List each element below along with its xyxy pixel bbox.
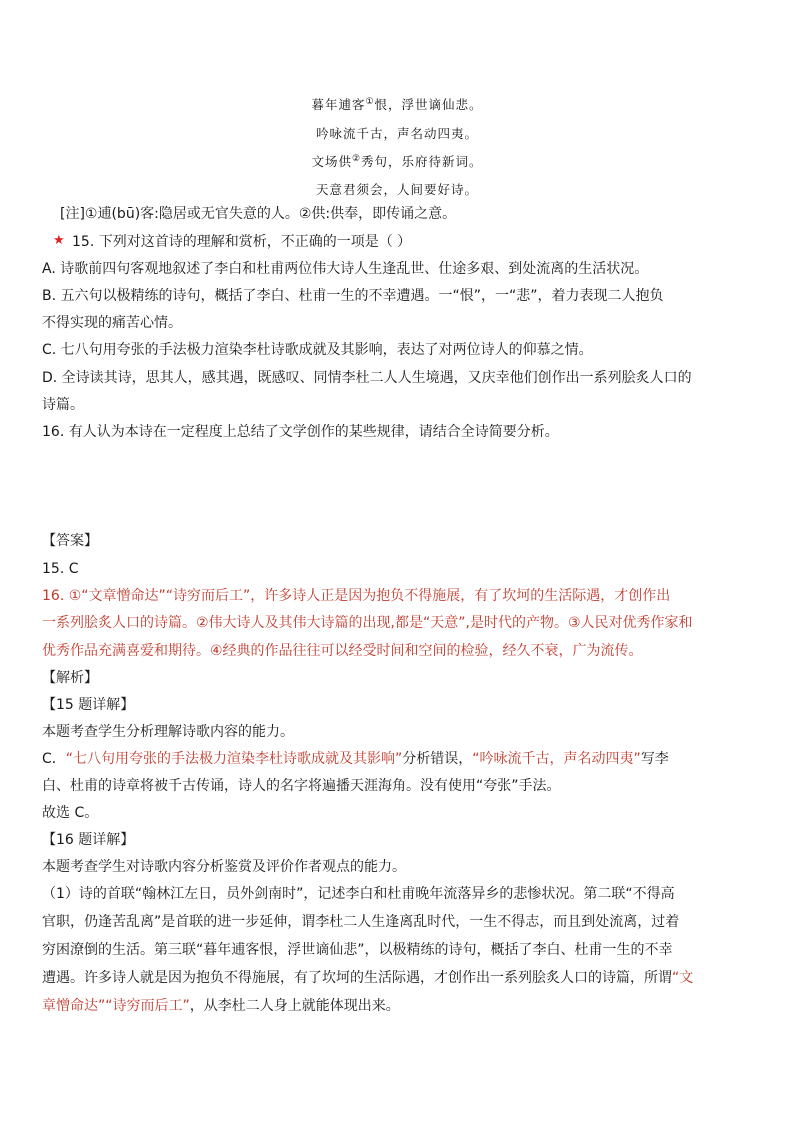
analysis-header: 【解析】	[42, 670, 98, 686]
star-icon: ★	[53, 233, 65, 248]
poem-line-3	[0, 152, 794, 170]
poem-text: 暮年逋客	[311, 97, 366, 112]
detail-16-line-4	[42, 968, 754, 988]
note-marker: ②	[351, 153, 362, 164]
detail-text: 遭遇。许多诗人就是因为抱负不得施展，有了坎坷的生活际遇，才创作出一系列脍炙人口的诗篇，所谓	[42, 970, 672, 986]
poem-line-4: 天意君须会，人间要好诗。	[315, 182, 478, 197]
answer-16-line-2: 一系列脍炙人口的诗篇。②伟大诗人及其伟大诗篇的出现,都是“天意”,是时代的产物。③人民对优秀作家和	[42, 615, 693, 631]
quoted-poem: “吟咏流千古，声名动四夷”	[472, 751, 641, 767]
poem-footnote: [注]①逋(bū)客:隐居或无官失意的人。②供:供奉，即传诵之意。	[60, 206, 457, 222]
detail-15-line-1	[42, 749, 754, 769]
detail-16-intro: 本题考查学生对诗歌内容分析鉴赏及评价作者观点的能力。	[42, 859, 406, 875]
detail-16-line-5	[42, 996, 754, 1016]
option-b: B. 五六句以极精练的诗句，概括了李白、杜甫一生的不幸遭遇。一“恨”，一“悲”，着力表现二人抱负	[42, 288, 664, 304]
option-c: C. 七八句用夸张的手法极力渲染李杜诗歌成就及其影响，表达了对两位诗人的仰慕之情。	[42, 342, 593, 358]
answer-16-line-1: 16. ①“文章憎命达”“诗穷而后工”，许多诗人正是因为抱负不得施展，有了坎坷的生活际遇，才创作出	[42, 588, 671, 604]
poem-line-1	[0, 95, 794, 113]
detail-text: 写李	[640, 751, 669, 767]
detail-15-line-3: 故选 C。	[42, 805, 99, 821]
quoted-phrase: 章憎命达”“诗穷而后工”	[42, 998, 190, 1014]
answer-16-line-3: 优秀作品充满喜爱和期待。④经典的作品往往可以经受时间和空间的检验，经久不衰，广为流传。	[42, 643, 643, 659]
detail-15-header: 【15 题详解】	[42, 697, 135, 713]
question-16: 16. 有人认为本诗在一定程度上总结了文学创作的某些规律，请结合全诗简要分析。	[42, 424, 559, 440]
detail-15-line-2: 白、杜甫的诗章将被千古传诵，诗人的名字将遍播天涯海角。没有使用“夸张”手法。	[42, 778, 561, 794]
poem-text: 秀句，乐府待新词。	[361, 154, 483, 169]
poem-text: 恨，浮世谪仙悲。	[374, 97, 483, 112]
question-15-stem: 15. 下列对这首诗的理解和赏析，不正确的一项是（ ）	[72, 234, 412, 250]
detail-text: 分析错误，	[402, 751, 473, 767]
option-b-cont: 不得实现的痛苦心情。	[42, 315, 182, 331]
option-d-cont: 诗篇。	[42, 397, 84, 413]
detail-15-intro: 本题考查学生分析理解诗歌内容的能力。	[42, 724, 294, 740]
answer-header: 【答案】	[42, 533, 98, 549]
detail-16-header: 【16 题详解】	[42, 832, 135, 848]
detail-16-line-1: （1）诗的首联“翰林江左日，员外剑南时”，记述李白和杜甫晚年流落异乡的悲惨状况。第二联“不得高	[42, 886, 675, 902]
detail-text: C．	[42, 751, 66, 767]
detail-16-line-2: 官职，仍逢苦乱离”是首联的进一步延伸，谓李杜二人生逢离乱时代，一生不得志，而且到处流离，过着	[42, 914, 680, 930]
option-d: D. 全诗读其诗，思其人，感其遇，既感叹、同情李杜二人人生境遇，又庆幸他们创作出一系列脍炙人口的	[42, 370, 692, 386]
detail-16-line-3: 穷困潦倒的生活。第三联“暮年逋客恨，浮世谪仙悲”，以极精练的诗句，概括了李白、杜甫一生的不幸	[42, 942, 673, 958]
poem-line-2: 吟咏流千古，声名动四夷。	[315, 126, 478, 141]
quoted-option: “七八句用夸张的手法极力渲染李杜诗歌成就及其影响”	[65, 751, 403, 767]
poem-text: 文场供	[311, 154, 352, 169]
quoted-phrase: “文	[672, 970, 694, 986]
answer-15: 15. C	[42, 561, 79, 577]
note-marker: ①	[365, 96, 375, 107]
detail-text: ，从李杜二人身上就能体现出来。	[189, 998, 400, 1014]
option-a: A. 诗歌前四句客观地叙述了李白和杜甫两位伟大诗人生逢乱世、仕途多艰、到处流离的生活状况。	[42, 261, 649, 277]
